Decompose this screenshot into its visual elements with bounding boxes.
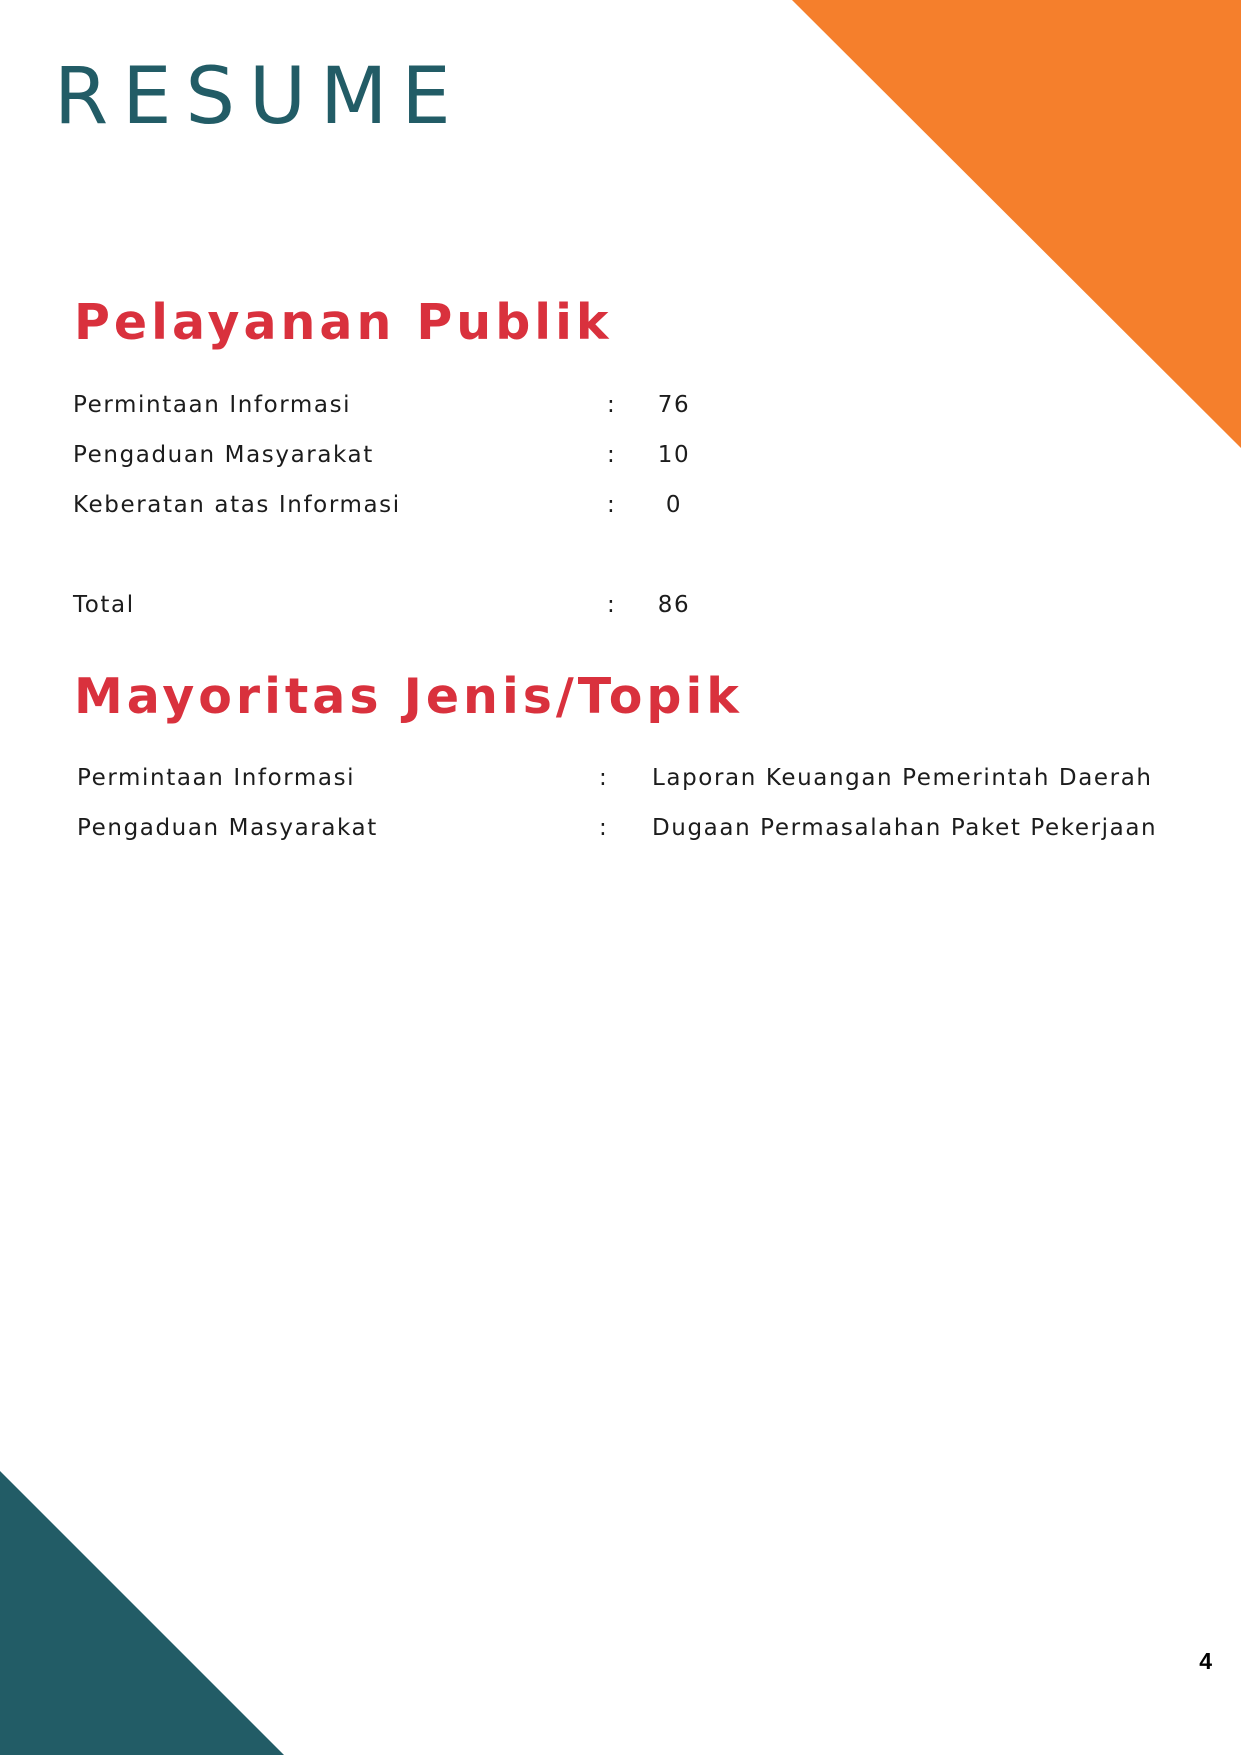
section-heading-mayoritas-jenis-topik: Mayoritas Jenis/Topik: [74, 668, 743, 725]
stat-separator: :: [607, 592, 617, 618]
total-value: 86: [657, 592, 691, 618]
stat-separator: :: [607, 442, 617, 468]
stat-label: Keberatan atas Informasi: [73, 492, 401, 518]
orange-corner-decoration: [792, 0, 1241, 448]
stat-row-keberatan-atas-informasi: [73, 489, 1203, 521]
topic-separator: :: [599, 765, 609, 791]
stat-value: 76: [657, 392, 691, 418]
stat-row-total: [73, 589, 1203, 621]
stat-separator: :: [607, 492, 617, 518]
topic-value: Laporan Keuangan Pemerintah Daerah: [652, 765, 1153, 791]
topic-row-permintaan-informasi: [77, 762, 1207, 794]
stat-row-pengaduan-masyarakat: [73, 439, 1203, 471]
page-title: RESUME: [54, 52, 465, 142]
topic-label: Pengaduan Masyarakat: [77, 815, 378, 841]
stat-value: 0: [665, 492, 683, 518]
teal-corner-decoration: [0, 1471, 284, 1755]
total-label: Total: [73, 592, 135, 618]
topic-row-pengaduan-masyarakat: [77, 812, 1207, 844]
stat-label: Permintaan Informasi: [73, 392, 352, 418]
page-number: 4: [1199, 1648, 1212, 1674]
stat-value: 10: [657, 442, 691, 468]
topic-value: Dugaan Permasalahan Paket Pekerjaan: [652, 815, 1158, 841]
section-heading-pelayanan-publik: Pelayanan Publik: [74, 294, 613, 351]
stat-separator: :: [607, 392, 617, 418]
topic-separator: :: [599, 815, 609, 841]
stat-row-permintaan-informasi: [73, 389, 1203, 421]
topic-label: Permintaan Informasi: [77, 765, 356, 791]
stat-label: Pengaduan Masyarakat: [73, 442, 374, 468]
